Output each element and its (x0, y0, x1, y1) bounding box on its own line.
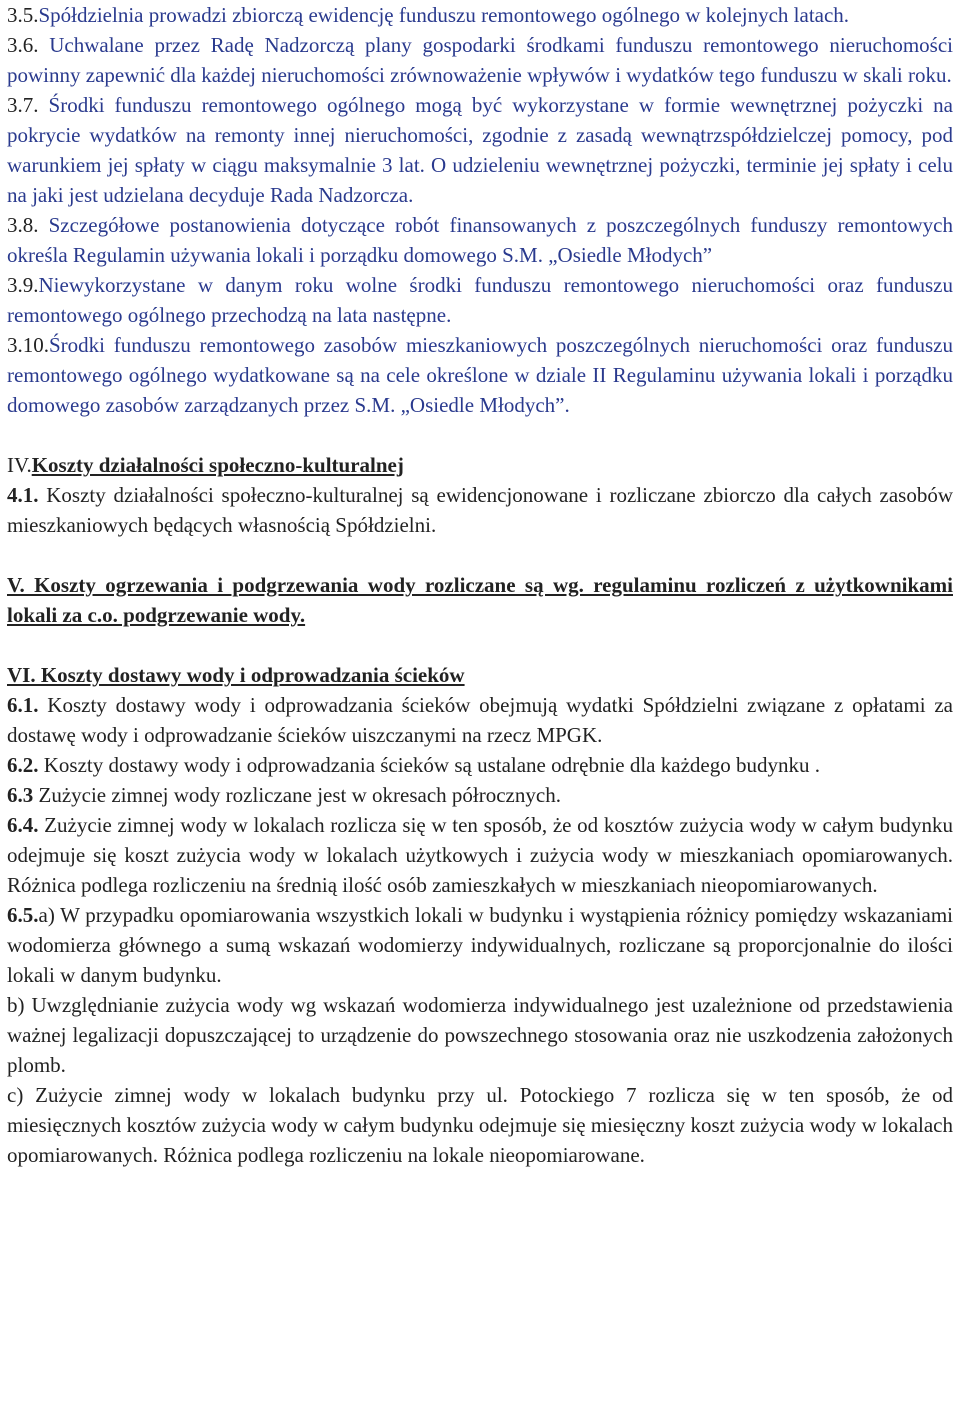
paragraph-3-8 (7, 210, 953, 270)
paragraph-6-5b: b) Uwzględnianie zużycia wody wg wskazań wodomierza indywidualnego jest uzależnione od przedstawienia ważnej legalizacji dopuszczającej to urządzenie do powszechnego stosowania oraz nie uszkodzenia założonych plomb. (7, 993, 953, 1077)
paragraph-number: 3.10. (7, 333, 49, 357)
paragraph-3-5 (7, 0, 953, 30)
section-heading-v: V. Koszty ogrzewania i podgrzewania wody rozliczane są wg. regulaminu rozliczeń z użytkownikami lokali za c.o. podgrzewanie wody. (7, 573, 953, 627)
paragraph-number: 6.1. (7, 693, 39, 717)
paragraph-6-3 (7, 780, 953, 810)
paragraph-6-1 (7, 690, 953, 750)
paragraph-text: Niewykorzystane w danym roku wolne środki funduszu remontowego nieruchomości oraz funduszu remontowego ogólnego przechodzą na lata następne. (7, 273, 953, 327)
section-roman: IV. (7, 453, 32, 477)
paragraph-number: 4.1. (7, 483, 39, 507)
paragraph-text: Koszty działalności społeczno-kulturalnej są ewidencjonowane i rozliczane zbiorczo dla całych zasobów mieszkaniowych będących własnością Spółdzielni. (7, 483, 953, 537)
paragraph-3-7 (7, 90, 953, 210)
paragraph-text: Środki funduszu remontowego ogólnego mogą być wykorzystane w formie wewnętrznej pożyczki na pokrycie wydatków na remonty innej nieruchomości, zgodnie z zasadą wewnątrzspółdzielczej pomocy, pod warunkiem jej spłaty w ciągu maksymalnie 3 lat. O udzieleniu wewnętrznej pożyczki, terminie jej spłaty i celu na jaki jest udzielana decyduje Rada Nadzorcza. (7, 93, 954, 207)
paragraph-text: Spółdzielnia prowadzi zbiorczą ewidencję funduszu remontowego ogólnego w kolejnych latach. (38, 3, 850, 27)
paragraph-number: 3.7. (7, 93, 39, 117)
spacer (7, 420, 953, 450)
paragraph-number: 3.8. (7, 213, 39, 237)
section-heading-iv (7, 450, 953, 480)
paragraph-4-1 (7, 480, 953, 540)
paragraph-number: 3.9. (7, 273, 39, 297)
paragraph-3-10 (7, 330, 953, 420)
paragraph-6-2 (7, 750, 953, 780)
section-title: Koszty działalności społeczno-kulturalnej (31, 453, 404, 477)
paragraph-6-4 (7, 810, 953, 900)
paragraph-text: Zużycie zimnej wody w lokalach rozlicza się w ten sposób, że od kosztów zużycia wody w całym budynku odejmuje się koszt zużycia wody w lokalach użytkowych i zużycia wody w mieszkaniach opomiarowanych. Różnica podlega rozliczeniu na średnią ilość osób zamieszkałych w mieszkaniach nieopomiarowanych. (7, 813, 953, 897)
paragraph-number: 3.5. (7, 3, 39, 27)
paragraph-number: 6.5. (7, 903, 39, 927)
paragraph-text: Uchwalane przez Radę Nadzorczą plany gospodarki środkami funduszu remontowego nieruchomości powinny zapewnić dla każdej nieruchomości zrównoważenie wpływów i wydatków tego funduszu w skali roku. (7, 33, 953, 87)
paragraph-number: 6.4. (7, 813, 39, 837)
section-heading-vi: VI. Koszty dostawy wody i odprowadzania ścieków (7, 663, 465, 687)
spacer (7, 540, 953, 570)
paragraph-6-5a (7, 900, 953, 990)
paragraph-3-9 (7, 270, 953, 330)
paragraph-text: Środki funduszu remontowego zasobów mieszkaniowych poszczególnych nieruchomości oraz funduszu remontowego ogólnego wydatkowane są na cele określone w dziale II Regulaminu używania lokali i porządku domowego zasobów zarządzanych przez S.M. „Osiedle Młodych”. (7, 333, 953, 417)
paragraph-text: Koszty dostawy wody i odprowadzania ścieków obejmują wydatki Spółdzielni związane z opłatami za dostawę wody i odprowadzanie ścieków uiszczanymi na rzecz MPGK. (7, 693, 953, 747)
paragraph-text: Szczegółowe postanowienia dotyczące robót finansowanych z poszczególnych funduszy remontowych określa Regulamin używania lokali i porządku domowego S.M. „Osiedle Młodych” (7, 213, 953, 267)
paragraph-text: a) W przypadku opomiarowania wszystkich lokali w budynku i wystąpienia różnicy pomiędzy wskazaniami wodomierza głównego a sumą wskazań wodomierzy indywidualnych, rozliczane są proporcjonalnie do ilości lokali w danym budynku. (7, 903, 953, 987)
paragraph-text: Zużycie zimnej wody rozliczane jest w okresach półrocznych. (33, 783, 561, 807)
spacer (7, 630, 953, 660)
paragraph-6-5c: c) Zużycie zimnej wody w lokalach budynku przy ul. Potockiego 7 rozlicza się w ten sposób, że od miesięcznych kosztów zużycia wody w całym budynku odejmuje się miesięczny koszt zużycia wody w lokalach opomiarowanych. Różnica podlega rozliczeniu na lokale nieopomiarowane. (7, 1083, 953, 1167)
paragraph-3-6 (7, 30, 953, 90)
paragraph-number: 6.3 (7, 783, 34, 807)
paragraph-text: Koszty dostawy wody i odprowadzania ścieków są ustalane odrębnie dla każdego budynku . (38, 753, 820, 777)
paragraph-number: 3.6. (7, 33, 39, 57)
paragraph-number: 6.2. (7, 753, 39, 777)
